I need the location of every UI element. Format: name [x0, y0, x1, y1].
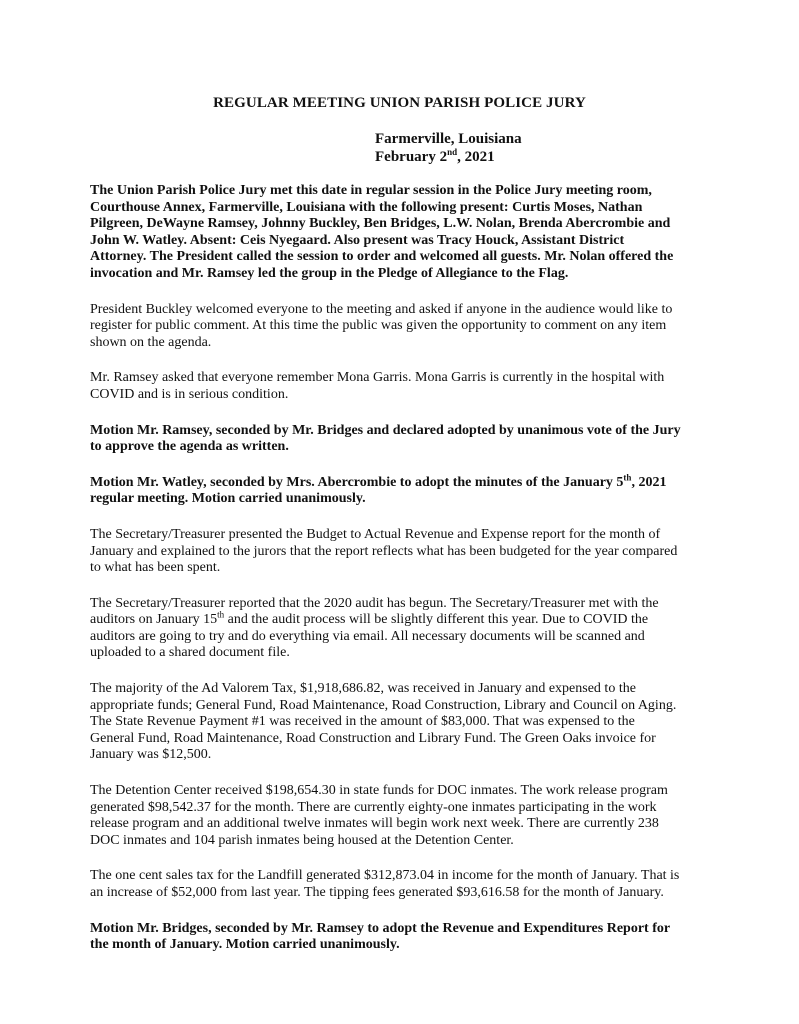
motion-paragraph — [90, 183, 730, 283]
minutes-paragraph — [90, 370, 730, 403]
motion-paragraph — [90, 921, 730, 954]
paragraph-line: The Secretary/Treasurer reported that the 2020 audit has begun. The Secretary/Treasurer met with the — [90, 595, 659, 611]
paragraph-line: Pilgreen, DeWayne Ramsey, Johnny Buckley, Ben Bridges, L.W. Nolan, Brenda Abercrombie and — [90, 216, 671, 232]
paragraph-line: an increase of $52,000 from last year. The tipping fees generated $93,616.58 for the month of January. — [90, 885, 664, 900]
paragraph-line: invocation and Mr. Ramsey led the group in the Pledge of Allegiance to the Flag. — [90, 265, 569, 281]
paragraph-line: release program and an additional twelve inmates will begin work next week. There are currently 238 — [90, 816, 659, 832]
paragraph-line: The one cent sales tax for the Landfill generated $312,873.04 in income for the month of January. That is — [90, 868, 680, 884]
paragraph-line: register for public comment. At this time the public was given the opportunity to comment on any item — [90, 318, 667, 334]
meeting-date-ordinal: nd — [447, 147, 458, 157]
meeting-location-date — [375, 130, 522, 166]
paragraph-line: uploaded to a shared document file. — [90, 645, 290, 661]
minutes-body — [90, 183, 730, 973]
paragraph-line: auditors are going to try and do everything via email. All necessary documents will be scanned and — [90, 628, 645, 644]
meeting-date — [375, 148, 522, 166]
paragraph-line: John W. Watley. Absent: Ceis Nyegaard. Also present was Tracy Houck, Assistant District — [90, 232, 625, 248]
meeting-date-day: February 2 — [375, 149, 448, 165]
paragraph-line: to approve the agenda as written. — [90, 439, 289, 455]
paragraph-line: DOC inmates and 104 parish inmates being housed at the Detention Center. — [90, 832, 514, 848]
motion-paragraph — [90, 423, 730, 456]
paragraph-line: shown on the agenda. — [90, 334, 212, 350]
paragraph-line: Mr. Ramsey asked that everyone remember Mona Garris. Mona Garris is currently in the hospital with — [90, 370, 665, 386]
meeting-date-year: , 2021 — [457, 149, 495, 165]
paragraph-line: appropriate funds; General Fund, Road Maintenance, Road Construction, Library and Council on Aging. — [90, 697, 677, 713]
document-title: REGULAR MEETING UNION PARISH POLICE JURY — [213, 95, 586, 111]
paragraph-line: The Detention Center received $198,654.30 in state funds for DOC inmates. The work release program — [90, 783, 668, 799]
paragraph-line: auditors on January 15th and the audit process will be slightly different this year. Due to COVID the — [90, 609, 649, 628]
paragraph-line: Motion Mr. Watley, seconded by Mrs. Abercrombie to adopt the minutes of the January 5th, 2021 — [90, 472, 667, 490]
paragraph-line: COVID and is in serious condition. — [90, 386, 289, 402]
minutes-paragraph — [90, 527, 730, 577]
paragraph-line: Attorney. The President called the session to order and welcomed all guests. Mr. Nolan offered the — [90, 249, 674, 265]
paragraph-line: Motion Mr. Bridges, seconded by Mr. Ramsey to adopt the Revenue and Expenditures Report for — [90, 920, 671, 936]
paragraph-line: generated $98,542.37 for the month. There are currently eighty-one inmates participating in the work — [90, 799, 657, 815]
minutes-paragraph — [90, 302, 730, 352]
paragraph-line: to what has been spent. — [90, 560, 221, 576]
paragraph-line: President Buckley welcomed everyone to the meeting and asked if anyone in the audience would like to — [90, 301, 673, 317]
paragraph-line: The Union Parish Police Jury met this date in regular session in the Police Jury meeting room, — [90, 183, 652, 198]
minutes-paragraph — [90, 783, 730, 849]
paragraph-line: The State Revenue Payment #1 was received in the amount of $83,000. That was expensed to the — [90, 714, 635, 730]
paragraph-line: The majority of the Ad Valorem Tax, $1,918,686.82, was received in January and expensed to the — [90, 681, 636, 697]
meeting-location: Farmerville, Louisiana — [375, 131, 522, 147]
paragraph-line: regular meeting. Motion carried unanimously. — [90, 491, 366, 507]
minutes-paragraph — [90, 868, 730, 901]
paragraph-line: Motion Mr. Ramsey, seconded by Mr. Bridges and declared adopted by unanimous vote of the Jury — [90, 422, 681, 438]
paragraph-line: General Fund, Road Maintenance, Road Construction and Library Fund. The Green Oaks invoice for — [90, 730, 656, 746]
paragraph-line: Courthouse Annex, Farmerville, Louisiana with the following present: Curtis Moses, Nathan — [90, 199, 643, 215]
paragraph-line: January was $12,500. — [90, 747, 212, 763]
paragraph-line: the month of January. Motion carried unanimously. — [90, 937, 400, 953]
paragraph-line: The Secretary/Treasurer presented the Budget to Actual Revenue and Expense report for the month of — [90, 526, 661, 542]
motion-paragraph — [90, 472, 730, 508]
paragraph-line: January and explained to the jurors that the report reflects what has been budgeted for the year compared — [90, 543, 678, 559]
minutes-paragraph — [90, 596, 730, 662]
minutes-paragraph — [90, 681, 730, 764]
